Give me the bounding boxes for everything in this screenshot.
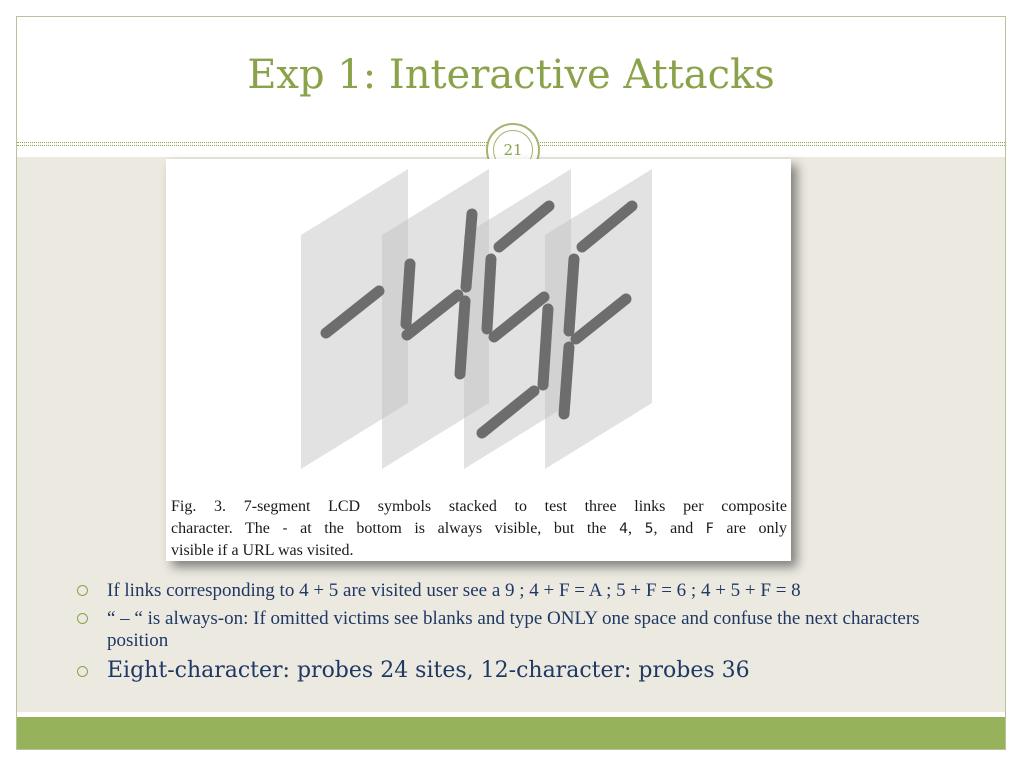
lcd-figure [166, 159, 791, 561]
segment-4-upper-left [406, 264, 410, 324]
bullet-text: Eight-character: probes 24 sites, 12-character: probes 36 [107, 658, 750, 683]
segment-dash-glyph: - [282, 521, 288, 537]
footer-bar [17, 717, 1005, 750]
segment-4-glyph: 4 [619, 521, 628, 537]
bullet-text: “ – “ is always-on: If omitted victims see blanks and type ONLY one space and confuse the next characters position [107, 608, 920, 651]
bullet-item [75, 608, 980, 652]
bullet-circle-icon [77, 613, 88, 624]
caption-text: , and [653, 520, 706, 537]
segment-4-upper-right [466, 214, 472, 287]
segment-5-lower-right [543, 309, 548, 385]
caption-text: character. The [171, 520, 283, 537]
segment-5-glyph: 5 [644, 521, 654, 537]
caption-text: , [627, 520, 645, 537]
segment-f-glyph: F [705, 521, 714, 537]
bullet-circle-icon [77, 585, 88, 596]
caption-line-1: Fig. 3. 7-segment LCD symbols stacked to test three links per composite [171, 498, 787, 515]
slide [16, 16, 1006, 750]
segment-4-lower-right [460, 301, 465, 374]
caption-text: at the bottom is always visible, but the [287, 520, 620, 537]
caption-text: are only [713, 520, 787, 537]
figure-caption [171, 496, 787, 562]
bullet-item [75, 658, 980, 684]
bullet-circle-icon [77, 666, 88, 677]
stacked-lcd-illustration [166, 159, 791, 494]
bullet-list [75, 580, 980, 684]
segment-5-upper-left [487, 259, 491, 329]
bullet-item [75, 580, 980, 602]
segment-f-upper-left [569, 259, 574, 331]
bullet-text: If links corresponding to 4 + 5 are visited user see a 9 ; 4 + F = A ; 5 + F = 6 ; 4 + 5 + F = 8 [107, 580, 801, 601]
page-number: 21 [493, 130, 533, 170]
segment-f-lower-left [564, 347, 569, 414]
caption-line-2 [171, 518, 787, 540]
slide-title: Exp 1: Interactive Attacks [247, 52, 775, 98]
caption-line-3: visible if a URL was visited. [171, 542, 354, 559]
